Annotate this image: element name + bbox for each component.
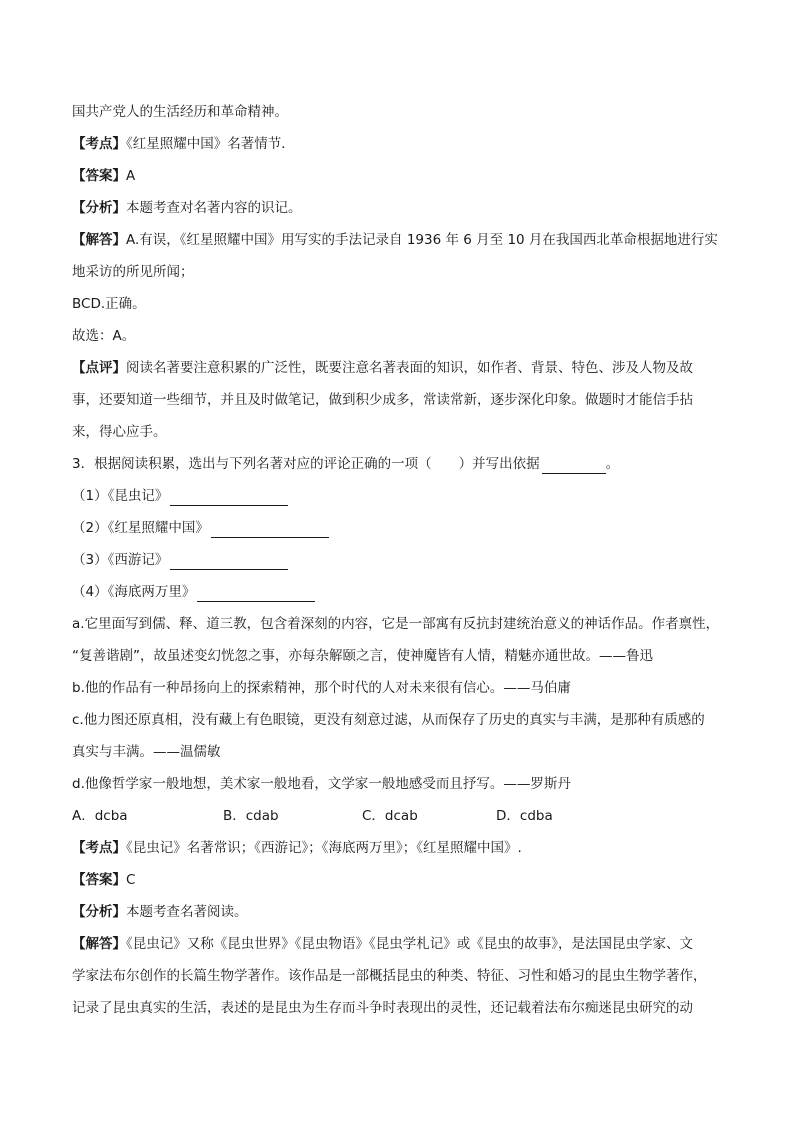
text: 故选：A。 (72, 328, 136, 344)
fenxi-label: 【分析】 (72, 200, 126, 216)
comment-a (72, 608, 724, 640)
jieda-label: 【解答】 (72, 936, 126, 952)
fenxi-text: 本题考查名著阅读。 (126, 904, 248, 920)
jieda-text: 《昆虫记》又称《昆虫世界》《昆虫物语》《昆虫学札记》或《昆虫的故事》，是法国昆虫学家、文 (126, 936, 693, 952)
item-label: （4）《海底两万里》 (72, 584, 196, 600)
text: 事，还要知道一些细节，并且及时做笔记，做到积少成多，常读常新，逐步深化印象。做题时才能信手拈 (72, 392, 693, 408)
comment-a-continuation (72, 640, 724, 672)
kaodian-label: 【考点】 (72, 136, 126, 152)
option-b[interactable]: B．cdab (223, 808, 279, 824)
text: 来，得心应手。 (72, 424, 167, 440)
dianping-continuation (72, 416, 724, 448)
paragraph-intro-end (72, 96, 724, 128)
kaodian-text: 《红星照耀中国》名著情节． (126, 136, 295, 152)
item-label: （2）《红星照耀中国》 (72, 520, 209, 536)
daan-row (72, 160, 724, 192)
daan-text: C (126, 872, 136, 888)
text: 记录了昆虫真实的生活，表述的是昆虫为生存而斗争时表现出的灵性，还记载着法布尔痴迷昆虫研究的动 (72, 1000, 693, 1016)
item-blank[interactable] (211, 519, 329, 538)
question-stem (72, 448, 724, 480)
jieda-row (72, 224, 724, 256)
text: b.他的作品有一种昂扬向上的探索精神，那个时代的人对未来很有信心。——马伯庸 (72, 680, 571, 696)
answer-blank[interactable] (542, 455, 606, 474)
fenxi-row (72, 192, 724, 224)
fenxi-label: 【分析】 (72, 904, 126, 920)
options-row (72, 800, 724, 832)
daan-label: 【答案】 (72, 168, 126, 184)
stem-end: 。 (605, 456, 620, 472)
comment-b (72, 672, 724, 704)
dianping-row (72, 352, 724, 384)
item-label: （1）《昆虫记》 (72, 488, 169, 504)
document-page (72, 96, 724, 1024)
text: 地采访的所见所闻； (72, 264, 194, 280)
comment-c (72, 704, 724, 736)
option-c[interactable]: C．dcab (362, 808, 418, 824)
daan-label: 【答案】 (72, 872, 126, 888)
jieda-text: A.有误，《红星照耀中国》用写实的手法记录自 1936 年 6 月至 10 月在我国西北革命根据地进行实 (126, 232, 718, 248)
jieda-continuation (72, 960, 724, 992)
text: 学家法布尔创作的长篇生物学著作。该作品是一部概括昆虫的种类、特征、习性和婚习的昆虫生物学著作， (72, 968, 707, 984)
dianping-label: 【点评】 (72, 360, 126, 376)
jieda-continuation (72, 320, 724, 352)
comment-c-continuation (72, 736, 724, 768)
item-blank[interactable] (197, 583, 315, 602)
text: c.他力图还原真相，没有藏上有色眼镜，更没有刻意过滤，从而保存了历史的真实与丰满，是那种有质感的 (72, 712, 705, 728)
text: “复善谐剧”，故虽述变幻恍忽之事，亦每杂解颐之言，使神魔皆有人情，精魅亦通世故。——鲁迅 (72, 648, 653, 664)
text: d.他像哲学家一般地想，美术家一般地看，文学家一般地感受而且抒写。——罗斯丹 (72, 776, 571, 792)
question-item (72, 480, 724, 512)
stem-text: 3．根据阅读积累，选出与下列名著对应的评论正确的一项（ ）并写出依据 (72, 456, 540, 472)
daan-text: A (126, 168, 136, 184)
fenxi-row (72, 896, 724, 928)
text: 真实与丰满。——温儒敏 (72, 744, 221, 760)
dianping-text: 阅读名著要注意积累的广泛性，既要注意名著表面的知识，如作者、背景、特色、涉及人物及故 (126, 360, 693, 376)
text: 国共产党人的生活经历和革命精神。 (72, 104, 288, 120)
jieda-row (72, 928, 724, 960)
fenxi-text: 本题考查对名著内容的识记。 (126, 200, 302, 216)
option-d[interactable]: D．cdba (496, 808, 553, 824)
jieda-continuation (72, 256, 724, 288)
question-item (72, 512, 724, 544)
question-item (72, 576, 724, 608)
jieda-continuation (72, 288, 724, 320)
kaodian-label: 【考点】 (72, 840, 126, 856)
kaodian-row (72, 832, 724, 864)
jieda-label: 【解答】 (72, 232, 126, 248)
kaodian-text: 《昆虫记》名著常识；《西游记》；《海底两万里》；《红星照耀中国》. (126, 840, 522, 856)
text: a.它里面写到儒、释、道三教，包含着深刻的内容，它是一部寓有反抗封建统治意义的神话作品。作者禀性， (72, 616, 720, 632)
item-blank[interactable] (170, 487, 288, 506)
jieda-continuation (72, 992, 724, 1024)
text: BCD.正确。 (72, 296, 146, 312)
dianping-continuation (72, 384, 724, 416)
comment-d (72, 768, 724, 800)
daan-row (72, 864, 724, 896)
item-blank[interactable] (170, 551, 288, 570)
option-a[interactable]: A．dcba (72, 808, 128, 824)
question-item (72, 544, 724, 576)
item-label: （3）《西游记》 (72, 552, 169, 568)
kaodian-row (72, 128, 724, 160)
